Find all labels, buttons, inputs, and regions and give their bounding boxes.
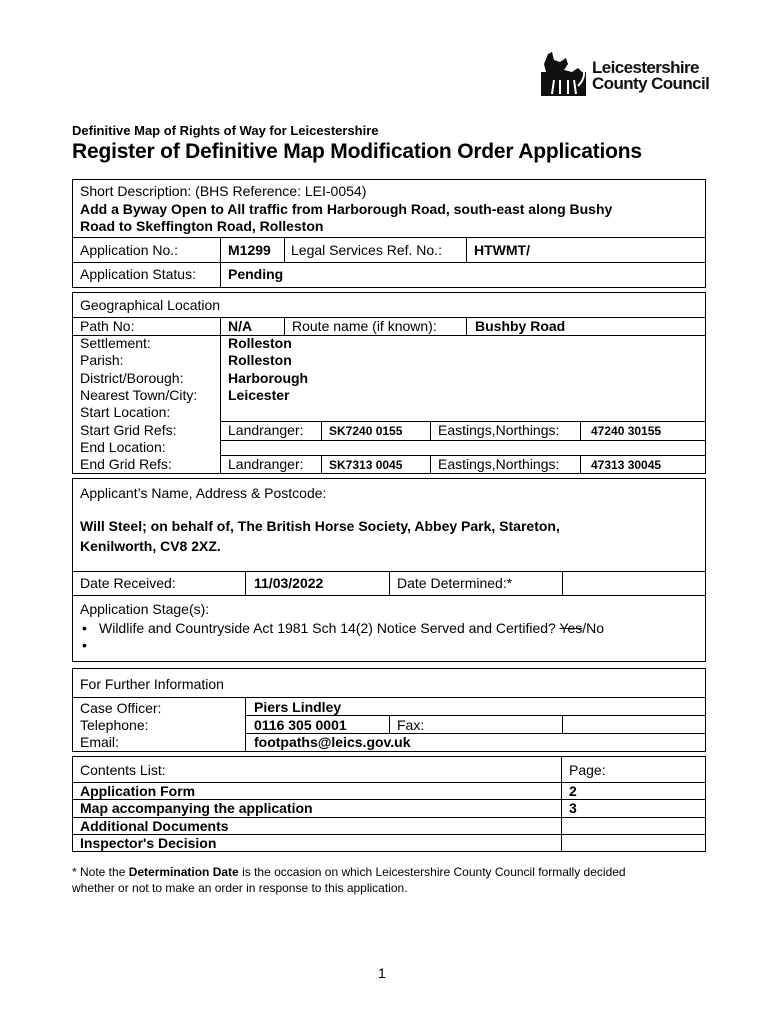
telephone-label: Telephone:: [80, 717, 149, 733]
date-received-value: 11/03/2022: [254, 575, 324, 591]
application-status-label: Application Status:: [80, 266, 196, 282]
contents-page-heading: Page:: [569, 762, 606, 778]
fox-crest-icon: [538, 50, 588, 98]
end-grid-label: End Grid Refs:: [80, 456, 172, 472]
legal-ref-label: Legal Services Ref. No.:: [291, 242, 442, 258]
date-received-label: Date Received:: [80, 575, 176, 591]
applicant-label: Applicant’s Name, Address & Postcode:: [80, 485, 327, 501]
determination-date-term: Determination Date: [128, 865, 239, 879]
application-status-value: Pending: [228, 266, 284, 282]
page-subtitle: Definitive Map of Rights of Way for Leicestershire: [72, 123, 379, 138]
contents-item-3: Additional Documents: [80, 818, 229, 834]
district-label: District/Borough:: [80, 370, 184, 386]
contents-item-2: Map accompanying the application: [80, 800, 313, 816]
contents-heading: Contents List:: [80, 762, 166, 778]
bullet-icon: •: [82, 637, 87, 653]
end-landranger-value: SK7313 0045: [329, 458, 403, 472]
applicant-line-1: Will Steel; on behalf of, The British Horse Society, Abbey Park, Stareton,: [80, 518, 560, 534]
email-label: Email:: [80, 734, 119, 750]
email-value: footpaths@leics.gov.uk: [254, 734, 411, 750]
applicant-box: [72, 478, 706, 596]
settlement-value: Rolleston: [228, 335, 292, 351]
application-no-label: Application No.:: [80, 242, 179, 258]
start-eastings-label: Eastings,Northings:: [438, 422, 560, 438]
case-officer-value: Piers Lindley: [254, 699, 342, 715]
start-eastings-value: 47240 30155: [591, 424, 662, 438]
start-grid-label: Start Grid Refs:: [80, 422, 177, 438]
path-no-label: Path No:: [80, 318, 135, 334]
telephone-value: 0116 305 0001: [254, 717, 347, 733]
short-description-line-1: Add a Byway Open to All traffic from Harborough Road, south-east along Bushy: [80, 201, 613, 217]
footnote-line-2: whether or not to make an order in response to this application.: [72, 881, 408, 895]
contents-item-1: Application Form: [80, 783, 196, 799]
short-description-label: Short Description: (BHS Reference: LEI-0054): [80, 183, 367, 199]
settlement-label: Settlement:: [80, 335, 151, 351]
footnote: * Note the Determination Date is the occasion on which Leicestershire County Council formally decided whether or not to make an order in response to this application.: [72, 865, 626, 895]
applicant-line-2: Kenilworth, CV8 2XZ.: [80, 538, 221, 554]
end-location-label: End Location:: [80, 439, 166, 455]
page-title: Register of Definitive Map Modification Order Applications: [72, 140, 642, 163]
geo-heading: Geographical Location: [80, 297, 221, 313]
start-location-label: Start Location:: [80, 404, 171, 420]
nearest-town-label: Nearest Town/City:: [80, 387, 198, 403]
nearest-town-value: Leicester: [228, 387, 290, 403]
stage-item-1: Wildlife and Countryside Act 1981 Sch 14(2) Notice Served and Certified? Yes/No: [99, 620, 605, 636]
parish-label: Parish:: [80, 352, 124, 368]
route-name-value: Bushby Road: [475, 318, 566, 334]
short-description-line-2: Road to Skeffington Road, Rolleston: [80, 218, 324, 234]
page-number: 1: [378, 965, 386, 981]
start-landranger-value: SK7240 0155: [329, 424, 403, 438]
struck-yes: Yes: [559, 620, 583, 636]
contents-list-box: [72, 756, 706, 852]
application-no-value: M1299: [228, 242, 271, 258]
geographical-location-box: [72, 292, 706, 474]
parish-value: Rolleston: [228, 352, 292, 368]
end-eastings-value: 47313 30045: [591, 458, 662, 472]
end-eastings-label: Eastings,Northings:: [438, 456, 560, 472]
contents-page-2: 3: [569, 800, 577, 816]
further-information-box: [72, 668, 706, 752]
council-logo: [538, 50, 713, 100]
route-name-label: Route name (if known):: [292, 318, 437, 334]
application-stages-box: [72, 596, 706, 662]
start-landranger-label: Landranger:: [228, 422, 304, 438]
stages-label: Application Stage(s):: [80, 601, 210, 617]
application-details-box: [72, 179, 706, 288]
end-landranger-label: Landranger:: [228, 456, 304, 472]
info-heading: For Further Information: [80, 676, 224, 692]
district-value: Harborough: [228, 370, 309, 386]
contents-item-4: Inspector's Decision: [80, 835, 217, 851]
path-no-value: N/A: [228, 318, 253, 334]
fax-label: Fax:: [397, 717, 425, 733]
case-officer-label: Case Officer:: [80, 700, 162, 716]
legal-ref-value: HTWMT/: [474, 242, 530, 258]
logo-line-2: County Council: [592, 74, 710, 93]
logo-line-1: Leicestershire: [592, 58, 699, 77]
date-determined-label: Date Determined:*: [397, 575, 513, 591]
bullet-icon: •: [82, 620, 87, 636]
contents-page-1: 2: [569, 783, 577, 799]
